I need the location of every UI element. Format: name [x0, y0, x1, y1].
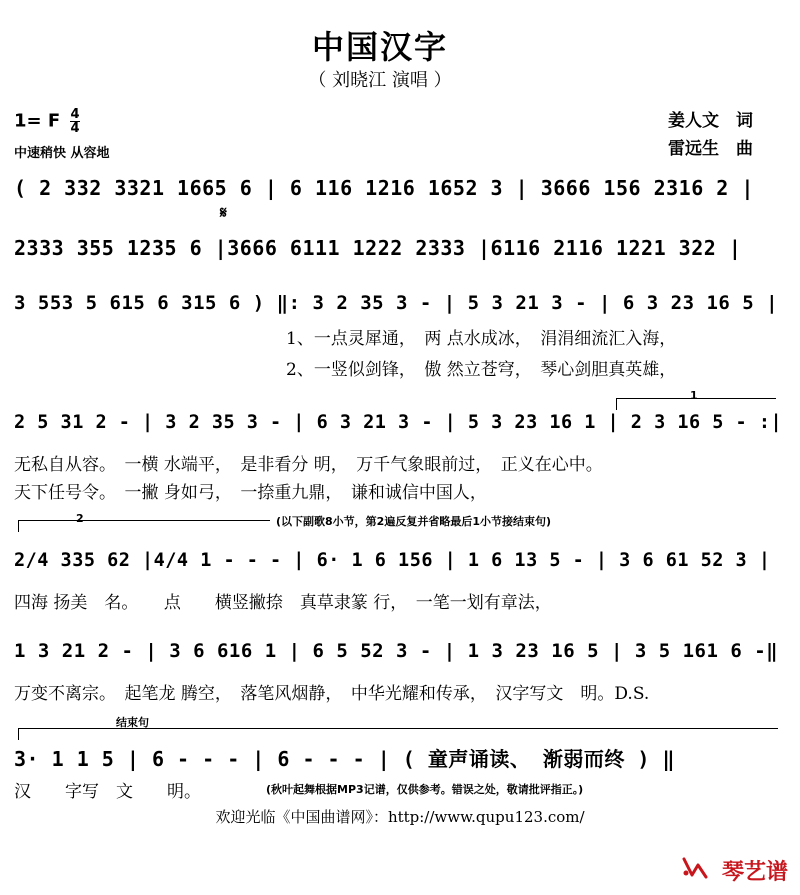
volta-2-tick [18, 520, 19, 532]
score-line-7: 3· 1 1 5 | 6 - - - | 6 - - - | ( 童声诵读、 渐弱而终 ) ‖ [14, 747, 676, 771]
key-signature [14, 108, 80, 135]
segno-sign: 𝄋 [220, 203, 227, 222]
lyricist-credit: 姜人文 词 [668, 111, 753, 131]
time-bottom: 4 [70, 121, 80, 136]
lyric-line-4-verse-1: 无私自从容。 一横 水端平， 是非看分 明， 万千气象眼前过， 正义在心中。 [14, 455, 603, 475]
volta-1-tick [616, 398, 617, 410]
site-logo [680, 855, 788, 886]
score-line-1: ( 2 332 3321 1665 6 | 6 116 1216 1652 3 | 3666 156 2316 2 | [14, 176, 754, 200]
lyric-line-5: 四海 扬美 名。 点 横竖撇捺 真草隶篆 行， 一笔一划有章法， [14, 593, 552, 613]
score-line-2: 2333 355 1235 6 |3666 6111 1222 2333 |6116 2116 1221 322 | [14, 236, 742, 260]
lyric-line-3-verse-2: 2、一竖似剑锋， 傲 然立苍穹， 琴心剑胆真英雄， [286, 360, 677, 380]
score-line-6: 1 3 21 2 - | 3 6 616 1 | 6 5 52 3 - | 1 3 23 16 5 | 3 5 161 6 -‖ [14, 640, 779, 662]
time-top: 4 [70, 107, 80, 122]
lyric-line-4-verse-2: 天下任号令。 一撇 身如弓， 一捺重九鼎， 谦和诚信中国人， [14, 483, 487, 503]
performer-subtitle: （ 刘晓江 演唱 ） [308, 70, 452, 91]
composer-credit: 雷远生 曲 [668, 139, 753, 159]
repeat-instruction: (以下副歌8小节，第2遍反复并省略最后1小节接结束句) [276, 515, 552, 528]
page-title: 中国汉字 [311, 28, 448, 66]
transcriber-note: (秋叶起舞根据MP3记谱，仅供参考。错误之处，敬请批评指正。) [266, 783, 584, 796]
logo-icon [680, 855, 710, 885]
volta-1-number: 1 [690, 389, 698, 402]
score-line-3: 3 553 5 615 6 315 6 ) ‖: 3 2 35 3 - | 5 3 21 3 - | 6 3 23 16 5 | [14, 292, 779, 314]
website-footer: 欢迎光临《中国曲谱网》：http://www.qupu123.com/ [215, 808, 585, 826]
key-label: 1= F [14, 110, 61, 132]
lyric-line-3-verse-1: 1、一点灵犀通， 两 点水成冰， 涓涓细流汇入海， [286, 329, 677, 349]
score-line-5: 2/4 335 62 |4/4 1 - - - | 6· 1 6 156 | 1 6 13 5 - | 3 6 61 52 3 | [14, 550, 771, 571]
volta-2-number: 2 [76, 512, 84, 525]
time-signature [70, 108, 79, 135]
lyric-line-7: 汉 字写 文 明。 [14, 782, 201, 802]
tempo-marking: 中速稍快 从容地 [14, 146, 110, 161]
logo-text: 琴艺谱 [721, 860, 788, 885]
lyric-line-6: 万变不离宗。 起笔龙 腾空， 落笔风烟静， 中华光耀和传承， 汉字写文 明。D.S. [14, 684, 650, 704]
score-line-4: 2 5 31 2 - | 3 2 35 3 - | 6 3 21 3 - | 5 3 23 16 1 | 2 3 16 5 - :| [14, 412, 783, 433]
volta-2-bracket [18, 520, 270, 521]
ending-label: 结束句 [116, 716, 149, 729]
ending-tick [18, 728, 19, 740]
